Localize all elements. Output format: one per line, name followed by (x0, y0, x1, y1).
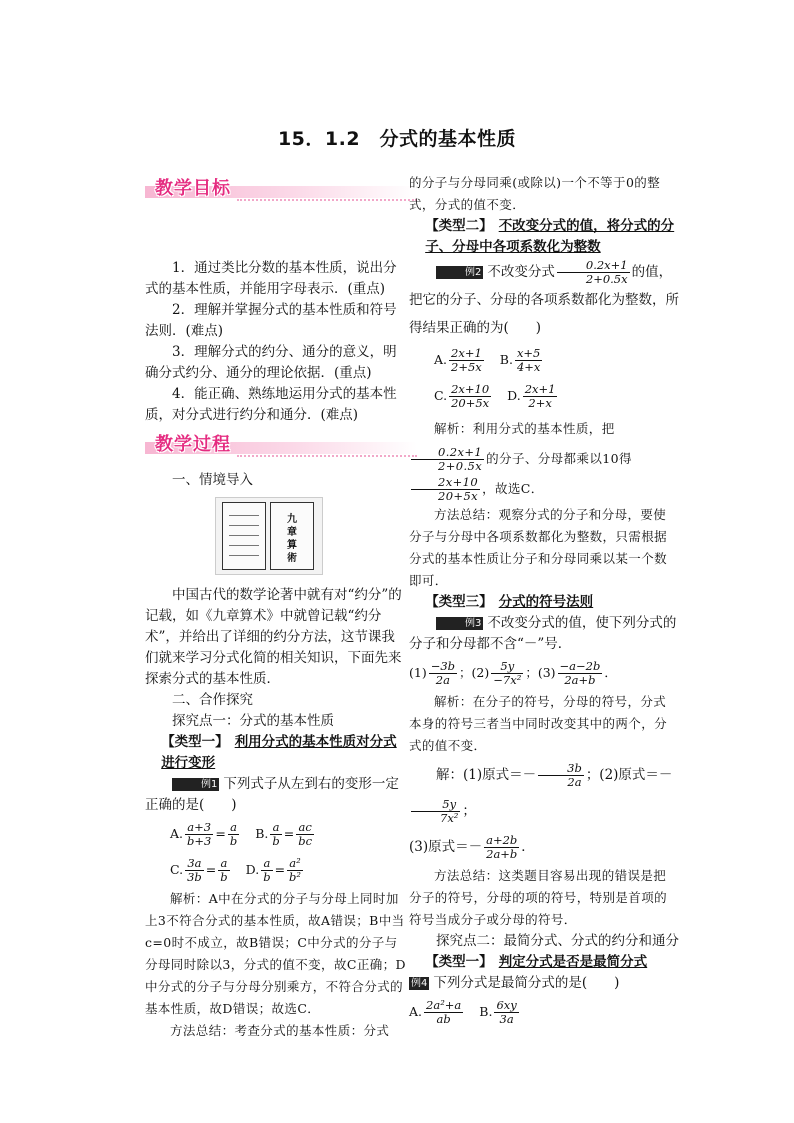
option-b: B. $\frac{a}{b}$ = $\frac{ac}{bc}$ (255, 820, 313, 848)
type-3-heading: 【类型三】 分式的符号法则 (425, 594, 594, 610)
page-title: 15．1.2 分式的基本性质 (277, 128, 517, 150)
option-d: D. $\frac{a}{b}$ = $\frac{\text{a²}}{\text{b²}}$ (245, 856, 302, 884)
process-banner (145, 434, 407, 464)
example-badge: 例1 (172, 778, 219, 791)
option-c: C. $\frac{3a}{3b}$ = $\frac{a}{b}$ (170, 856, 228, 884)
option-d: D. $\frac{2x+1}{2+x}$ (507, 382, 556, 410)
goal-3: 3．理解分式的约分、通分的意义，明确分式约分、通分的理论依据．(重点) (145, 344, 397, 381)
example-3-summary: 方法总结：这类题目容易出现的错误是把分子的符号，分母的项的符号，特别是首项的符号当成分子或分母的符号． (409, 868, 668, 927)
book-cover-title: 九章算術 (287, 514, 297, 564)
example-3-items: (1) $\frac{-3b}{2a}$ ；(2) $\frac{5y}{\text{−7x²}}$ ；(3) $\frac{-a-2b}{2a+b}$ ． (409, 659, 617, 687)
example-1-summary: 方法总结：考查分式的基本性质：分式 (170, 1023, 390, 1038)
example-1-options-cd (145, 852, 407, 888)
example-3-question: 例3 不改变分式的值，使下列分式的分子和分母都不含“－”号． (409, 615, 677, 652)
left-column (145, 178, 407, 1042)
example-4-options (409, 994, 679, 1030)
example-1-options-ab (145, 816, 407, 852)
section-heading: 二、合作探究 (172, 692, 253, 708)
option-a: A. $\frac{2x+1}{2+5x}$ (434, 346, 482, 374)
example-3-solution-3: (3)原式＝－ $\frac{a+2b}{2a+b}$ ． (409, 833, 535, 861)
example-1-question: 例1 下列式子从左到右的变形一定正确的是( ) (145, 776, 399, 813)
book-photo (215, 497, 323, 575)
summary-continuation: 的分子与分母同乘(或除以)一个不等于0的整式，分式的值不变． (409, 175, 661, 212)
goal-2: 2．理解并掌握分式的基本性质和符号法则．(难点) (145, 302, 397, 339)
example-2-summary: 方法总结：观察分式的分子和分母，要使分子与分母中各项系数都化为整数，只需根据分式的基本性质让分子和分母同乘以某一个数即可． (409, 507, 668, 588)
type-1-heading: 【类型一】 利用分式的基本性质对分式进行变形 (161, 734, 397, 771)
example-2-options-ab (409, 342, 679, 378)
objectives-banner (145, 178, 407, 208)
example-2-options-cd (409, 378, 679, 414)
process-banner-label: 教学过程 (155, 434, 231, 455)
example-3-solution: 解：(1)原式＝－ $\frac{3b}{2a}$ ；(2)原式＝－ $\frac{5y}{\text{7x²}}$ ； (409, 757, 679, 829)
example-2-question: 例2 不改变分式 $\frac{0.2x+1}{2+0.5x}$ 的值，把它的分子、分母的各项系数都化为整数，所得结果正确的为( ) (409, 258, 679, 336)
example-badge: 例4 (411, 978, 428, 989)
type-2-heading: 【类型二】 不改变分式的值，将分式的分子、分母中各项系数化为整数 (425, 218, 675, 255)
option-a: A. $\frac{a+3}{b+3}$ = $\frac{a}{b}$ (170, 820, 238, 848)
example-badge: 例2 (436, 266, 483, 279)
option-b: B. $\frac{x+5}{4+x}$ (499, 346, 541, 374)
example-4-question: 例4 下列分式是最简分式的是( ) (411, 975, 620, 991)
example-1-analysis: 解析：A中在分式的分子与分母上同时加上3不符合分式的基本性质，故A错误；B中当 c=0时不成立，故B错误；C中分式的分子与分母同时除以3，分式的值不变，故C正确；D中分式的分子与分母分别乘方，不符合分式的基本性质，故D错误；故选C． (145, 891, 406, 1016)
option-a: A. $\frac{\text{2a²+a}}{ab}$ (409, 998, 462, 1026)
example-3-analysis: 解析：在分子的符号，分母的符号，分式本身的符号三者当中同时改变其中的两个，分式的值不变． (409, 694, 668, 753)
option-c: C. $\frac{2x+10}{20+5x}$ (434, 382, 490, 410)
goal-4: 4．能正确、熟练地运用分式的基本性质，对分式进行约分和通分．(难点) (145, 386, 397, 423)
type-4-heading: 【类型一】 判定分式是否是最简分式 (425, 954, 648, 970)
section-heading: 一、情境导入 (172, 472, 253, 488)
goal-1: 1．通过类比分数的基本性质，说出分式的基本性质，并能用字母表示．(重点) (145, 260, 397, 297)
option-b: B. $\frac{6xy}{3a}$ (479, 998, 517, 1026)
example-2-analysis: 解析：利用分式的基本性质，把 $\frac{0.2x+1}{2+0.5x}$ 的分子、分母都乘以10得 $\frac{2x+10}{20+5x}$ ，故选C． (409, 414, 679, 504)
fraction: $\frac{0.2x+1}{2+0.5x}$ (557, 259, 630, 286)
objectives-banner-label: 教学目标 (155, 178, 231, 199)
explore-point-1: 探究点一：分式的基本性质 (172, 713, 334, 729)
example-badge: 例3 (436, 617, 483, 630)
intro-paragraph: 中国古代的数学论著中就有对“约分”的记载，如《九章算术》中就曾记载“约分术”，并给出了详细的约分方法，这节课我们就来学习分式化简的相关知识，下面先来探索分式的基本性质． (145, 587, 402, 687)
right-column (409, 172, 679, 1030)
explore-point-2: 探究点二：最简分式、分式的约分和通分 (436, 933, 679, 949)
